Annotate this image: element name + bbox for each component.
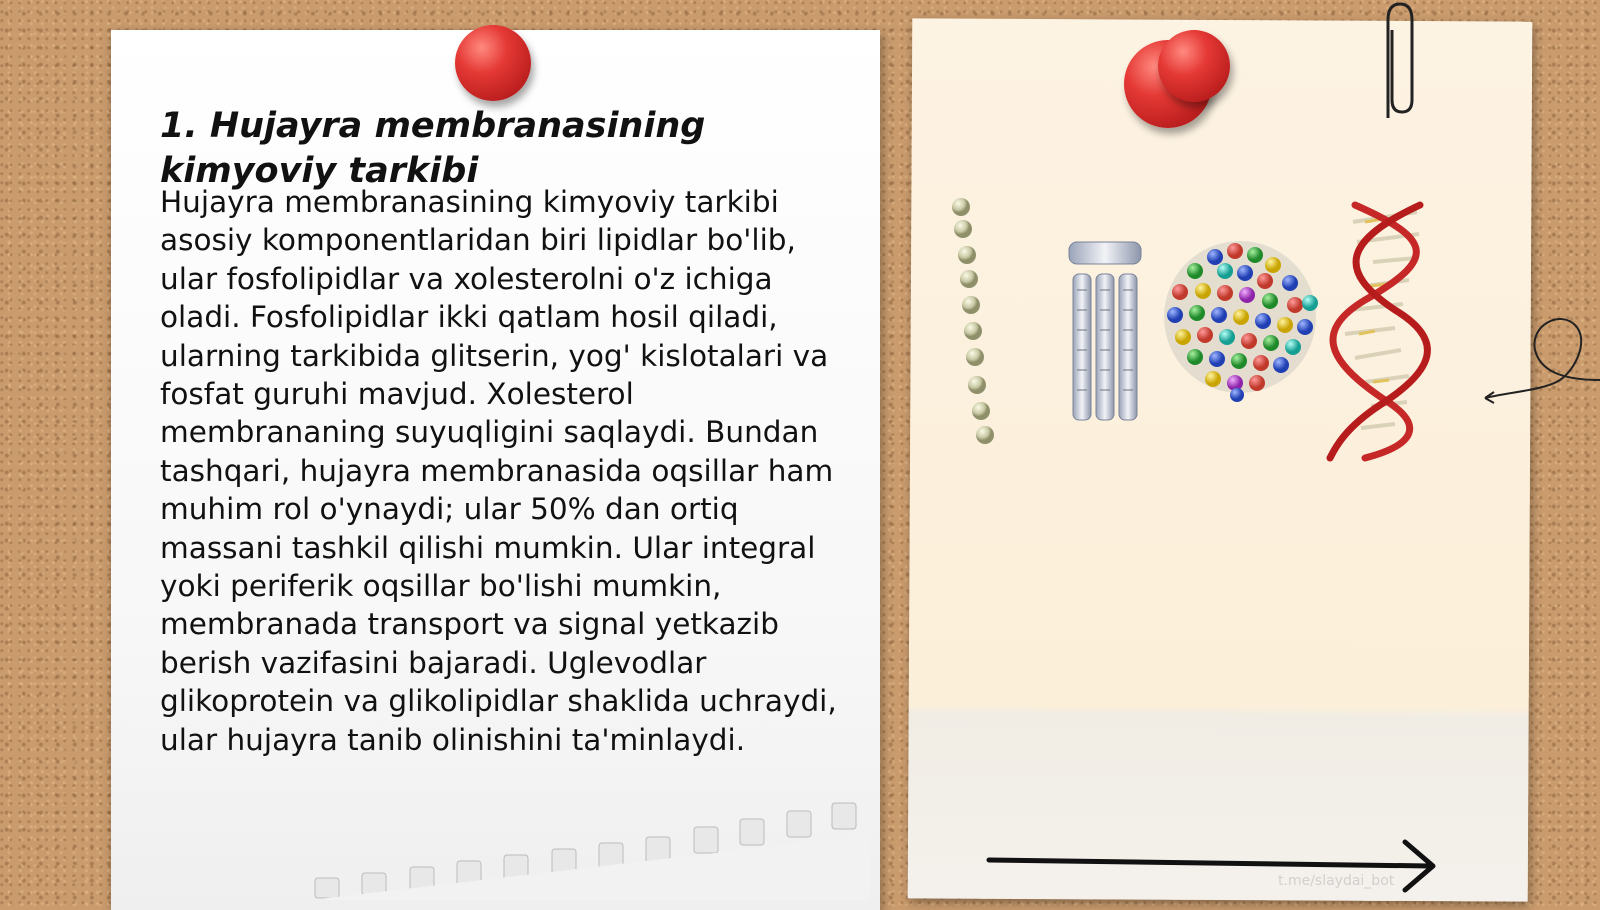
watermark-text: t.me/slaydai_bot <box>1278 873 1395 889</box>
paperclip-icon <box>1376 0 1416 125</box>
slide-body-text: Hujayra membranasining kimyoviy tarkibi asosiy komponentlaridan biri lipidlar bo'lib, ular fosfolipidlar va xolesterolni o'z ichiga oladi. Fosfolipidlar ikki qatlam hosil qiladi, ularning tarkibida glitserin, yog' kislotalari va fosfat guruhi mavjud. Xolesterol membrananing suyuqligini saqlaydi. Bundan tashqari, hujayra membranasida oqsillar ham muhim rol o'ynaydi; ular 50% dan ortiq massani tashkil qilishi mumkin. Ular integral yoki periferik oqsillar bo'lishi mumkin, membranada transport va signal yetkazib berish vazifasini bajaradi. Uglevodlar glikoprotein va glikolipidlar shaklida uchraydi, ular hujayra tanib olinishini ta'minlaydi. <box>160 185 837 757</box>
protein-strands-illustration <box>1067 240 1147 425</box>
dna-helix-illustration <box>1325 200 1445 462</box>
push-pin-icon <box>1158 30 1230 102</box>
slide-title: 1. Hujayra membranasining kimyoviy tarkibi <box>160 106 706 191</box>
amino-acid-chain-illustration <box>945 195 1005 455</box>
torn-edge-decoration <box>310 795 890 900</box>
scribble-arrow-decoration <box>1480 310 1600 410</box>
protein-sphere-illustration <box>1155 237 1325 402</box>
push-pin-icon <box>455 25 531 101</box>
